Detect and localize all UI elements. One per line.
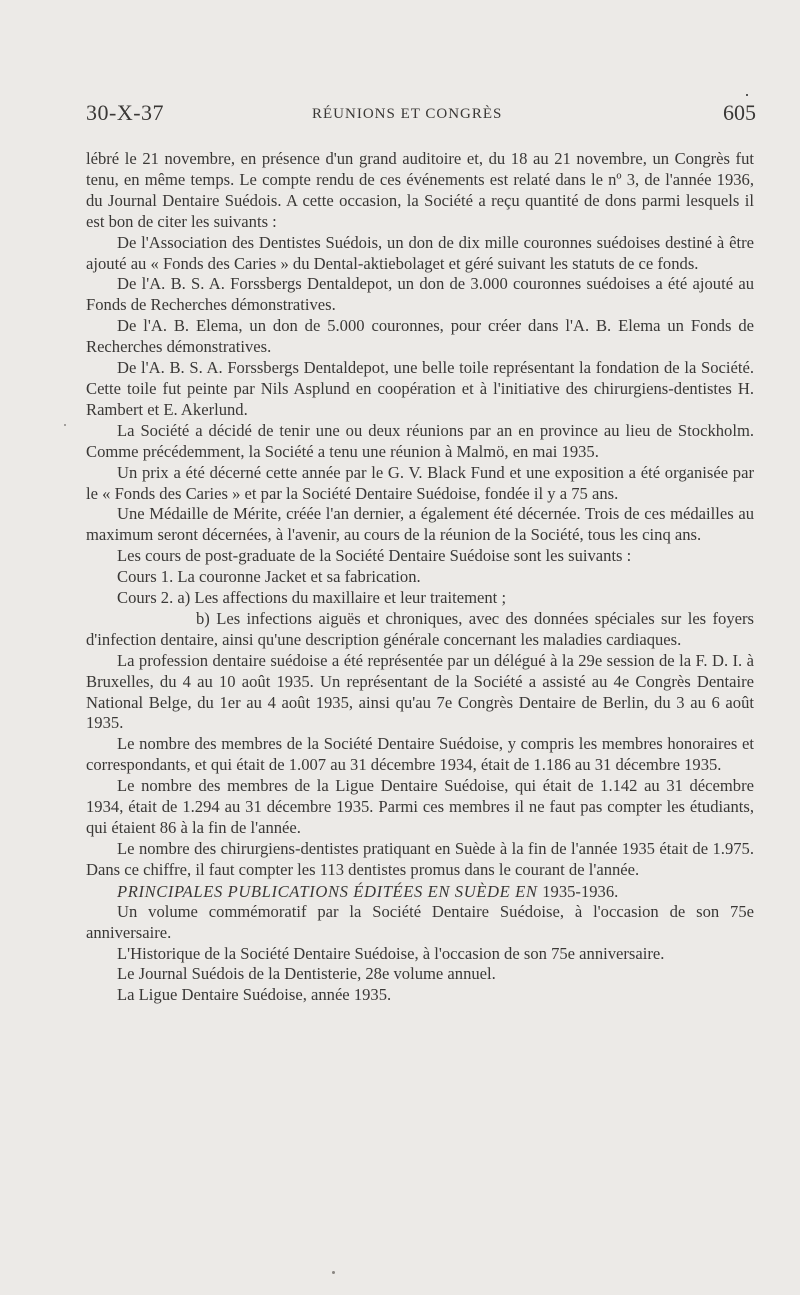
article-body [86,149,754,1006]
publication-item: La Ligue Dentaire Suédoise, année 1935. [117,985,392,1005]
publication-item: L'Historique de la Société Dentaire Suédoise, à l'occasion de son 75e anniversaire. [117,943,665,963]
paragraph: De l'A. B. S. A. Forssbergs Dentaldepot, un don de 3.000 couronnes suédoises a été ajouté au Fonds de Recherches démonstratives. [86,274,754,315]
paragraph: De l'Association des Dentistes Suédois, un don de dix mille couronnes suédoises destiné à être ajouté au « Fonds des Caries » du Dental-aktiebolaget et géré suivant les statuts de ce fonds. [86,232,754,273]
paragraph: lébré le 21 novembre, en présence d'un grand auditoire et, du 18 au 21 novembre, un Congrès fut tenu, en même temps. Le compte rendu de ces événements est relaté dans le nº 3, de l'année 1936, du Journal Dentaire Suédois. A cette occasion, la Société a reçu quantité de dons parmi lesquels il est bon de citer les suivants : [86,149,754,231]
page-number: 605 [723,100,756,125]
paragraph: La profession dentaire suédoise a été représentée par un délégué à la 29e session de la F. D. I. à Bruxelles, du 4 au 10 août 1935. Un représentant de la Société a assisté au 4e Congrès Dentaire National Belge, du 1er au 4 août 1935, ainsi qu'au 7e Congrès Dentaire de Berlin, du 3 au 6 août 1935. [86,650,754,733]
paragraph: Le nombre des membres de la Société Dentaire Suédoise, y compris les membres honoraires et correspondants, et qui était de 1.007 au 31 décembre 1934, était de 1.186 au 31 décembre 1935. [86,734,754,775]
paragraph: Le nombre des membres de la Ligue Dentaire Suédoise, qui était de 1.142 au 31 décembre 1934, était de 1.294 au 31 décembre 1935. Parmi ces membres il ne faut pas compter les étudiants, qui étaient 86 à la fin de l'année. [86,776,754,837]
paper-speck [64,424,66,426]
running-header [86,100,756,130]
paragraph: La Société a décidé de tenir une ou deux réunions par an en province au lieu de Stockholm. Comme précédemment, la Société a tenu une réunion à Malmö, en mai 1935. [86,420,754,461]
paper-speck [332,1271,335,1274]
paragraph: Le nombre des chirurgiens-dentistes pratiquant en Suède à la fin de l'année 1935 était de 1.975. Dans ce chiffre, il faut compter les 113 dentistes promus dans le courant de l'année. [86,838,754,879]
section-heading-text: PRINCIPALES PUBLICATIONS ÉDITÉES EN SUÈDE EN [117,881,538,901]
paragraph: Une Médaille de Mérite, créée l'an dernier, a également été décernée. Trois de ces médailles au maximum seront décernées, à l'avenir, au cours de la réunion de la Société, tous les cinq ans. [86,504,754,545]
paragraph: Les cours de post-graduate de la Société Dentaire Suédoise sont les suivants : [117,546,632,566]
course-item: Cours 1. La couronne Jacket et sa fabrication. [117,567,421,587]
paragraph: Un prix a été décerné cette année par le G. V. Black Fund et une exposition a été organisée par le « Fonds des Caries » et par la Société Dentaire Suédoise, fondée il y a 75 ans. [86,462,754,503]
paragraph: De l'A. B. S. A. Forssbergs Dentaldepot, une belle toile représentant la fondation de la Société. Cette toile fut peinte par Nils Asplund en coopération et à l'initiative des chirurgiens-dentistes H. Rambert et E. Akerlund. [86,358,754,419]
course-item: b) Les infections aiguës et chroniques, avec des données spéciales sur les foyers d'infection dentaire, ainsi qu'une description générale concernant les maladies cardiaques. [86,608,754,649]
section-heading-years: 1935-1936. [542,881,619,901]
paragraph: De l'A. B. Elema, un don de 5.000 couronnes, pour créer dans l'A. B. Elema un Fonds de Recherches démonstratives. [86,316,754,357]
section-heading [86,881,754,902]
publication-item: Un volume commémoratif par la Société Dentaire Suédoise, à l'occasion de son 75e anniversaire. [86,901,754,942]
header-date: 30-X-37 [86,100,165,125]
course-item: Cours 2. a) Les affections du maxillaire et leur traitement ; [117,588,507,608]
header-title: RÉUNIONS ET CONGRÈS [312,106,503,122]
publication-item: Le Journal Suédois de la Dentisterie, 28e volume annuel. [117,964,496,984]
print-mark [746,94,748,96]
